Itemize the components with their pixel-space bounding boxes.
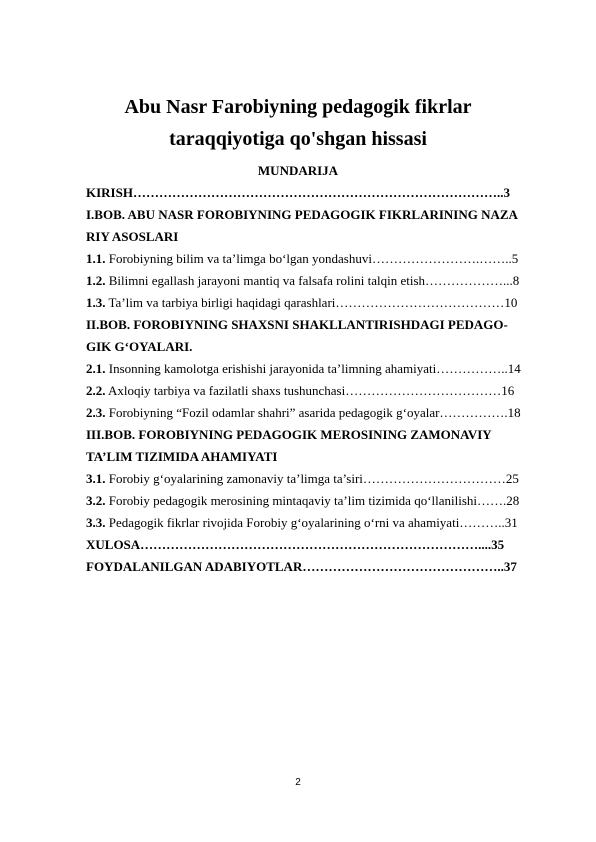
section-number: 3.1. (86, 471, 106, 486)
section-number: 2.3. (86, 405, 106, 420)
toc-section-2-1 (86, 358, 552, 380)
toc-section-2-3 (86, 402, 552, 424)
toc-entry-kirish: KIRISH…………………………………………………………………………..3 (86, 185, 510, 200)
toc-entry-xulosa: XULOSA……………………………………………………………………....35 (86, 537, 505, 552)
section-number: 1.3. (86, 295, 106, 310)
page-number: 2 (295, 777, 301, 788)
section-number: 1.1. (86, 251, 106, 266)
toc-entry-adabiyotlar: FOYDALANILGAN ADABIYOTLAR………………………………………..37 (86, 559, 517, 574)
section-text: Forobiy pedagogik merosining mintaqaviy ta’lim tizimida qo‘llanilishi…….28 (105, 493, 520, 508)
toc-chapter-2-line-1: II.BOB. FOROBIYNING SHAXSNI SHAKLLANTIRISHDAGI PEDAGO- (86, 317, 508, 332)
section-number: 3.2. (86, 493, 106, 508)
section-text: Forobiyning bilim va ta’limga bo‘lgan yondashuvi…………………….……..5 (105, 251, 519, 266)
section-number: 3.3. (86, 515, 106, 530)
section-text: Forobiyning “Fozil odamlar shahri” asarida pedagogik g‘oyalar…………….18 (105, 405, 521, 420)
toc-chapter-1-line-2: RIY ASOSLARI (86, 229, 179, 244)
toc-section-3-1 (86, 468, 552, 490)
section-text: Insonning kamolotga erishishi jarayonida ta’limning ahamiyati……………..14 (105, 361, 521, 376)
toc-section-1-2 (86, 270, 552, 292)
toc-section-1-3 (86, 292, 552, 314)
toc-chapter-1-line-1: I.BOB. ABU NASR FOROBIYNING PEDAGOGIK FIKRLARINING NAZA (86, 207, 518, 222)
section-text: Axloqiy tarbiya va fazilatli shaxs tushunchasi………………………………16 (105, 383, 515, 398)
toc-chapter-3-line-2: TA’LIM TIZIMIDA AHAMIYATI (86, 449, 278, 464)
section-text: Ta’lim va tarbiya birligi haqidagi qarashlari…………………………………10 (105, 295, 518, 310)
document-title-line-2: taraqqiyotiga qo'shgan hissasi (169, 128, 427, 150)
toc-section-3-3 (86, 512, 552, 534)
section-text: Bilimni egallash jarayoni mantiq va falsafa rolini talqin etish………………...8 (105, 273, 520, 288)
section-number: 2.1. (86, 361, 106, 376)
toc-section-2-2 (86, 380, 552, 402)
section-number: 1.2. (86, 273, 106, 288)
section-number: 2.2. (86, 383, 106, 398)
toc-section-3-2 (86, 490, 552, 512)
table-of-contents (86, 182, 552, 578)
toc-chapter-2-line-2: GIK G‘OYALARI. (86, 339, 193, 354)
contents-heading: MUNDARIJA (257, 163, 339, 178)
document-title-line-1: Abu Nasr Farobiyning pedagogik fikrlar (124, 96, 472, 118)
section-text: Forobiy g‘oyalarining zamonaviy ta’limga ta’siri……………………………25 (105, 471, 519, 486)
toc-section-1-1 (86, 248, 552, 270)
section-text: Pedagogik fikrlar rivojida Forobiy g‘oyalarining o‘rni va ahamiyati………..31 (105, 515, 518, 530)
toc-chapter-3-line-1: III.BOB. FOROBIYNING PEDAGOGIK MEROSINING ZAMONAVIY (86, 427, 492, 442)
